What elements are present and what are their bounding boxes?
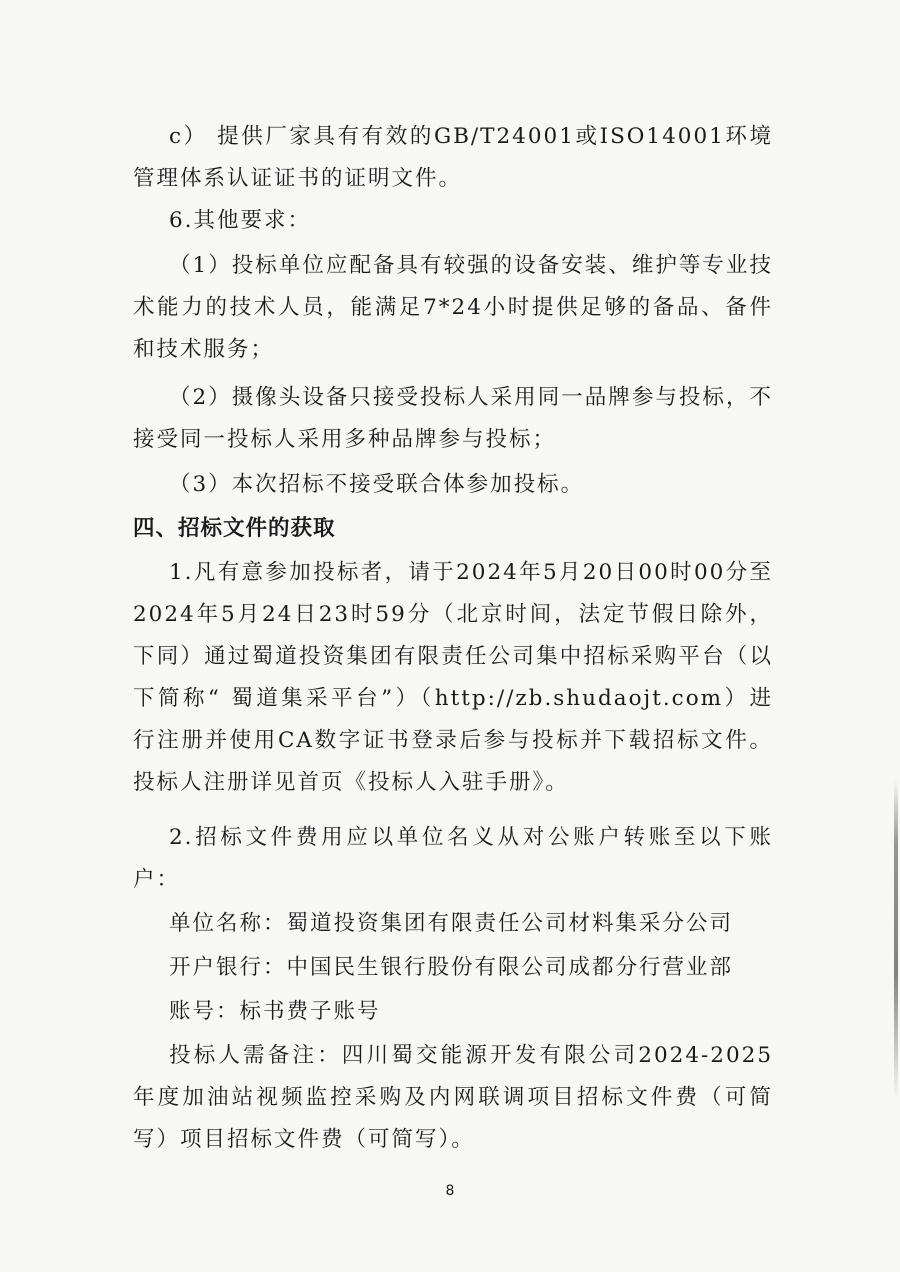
paragraph-account-number: 账号：标书费子账号 [169,999,381,1024]
paragraph-other-requirements: 6.其他要求： [169,208,312,233]
page-number: 8 [445,1183,455,1199]
section-heading: 四、招标文件的获取 [133,516,336,541]
scan-edge-mark [894,780,898,1100]
paragraph-requirement-1: （1）投标单位应配备具有较强的设备安装、维护等专业技术能力的技术人员，能满足7*24小时提供足够的备品、备件和技术服务； [133,253,773,362]
paragraph-bank: 开户银行：中国民生银行股份有限公司成都分行营业部 [169,955,734,980]
paragraph-certificate: c） 提供厂家具有有效的GB/T24001或ISO14001环境管理体系认证证书的证明文件。 [133,124,773,191]
paragraph-remark: 投标人需备注：四川蜀交能源开发有限公司2024-2025年度加油站视频监控采购及内网联调项目招标文件费（可简写）项目招标文件费（可简写）。 [133,1043,773,1152]
paragraph-account-name: 单位名称：蜀道投资集团有限责任公司材料集采分公司 [169,911,734,936]
paragraph-obtain-documents: 1.凡有意参加投标者，请于2024年5月20日00时00分至2024年5月24日23时59分（北京时间，法定节假日除外，下同）通过蜀道投资集团有限责任公司集中招标采购平台（以下简称“ 蜀道集采平台”）（http://zb.shudaojt.com）进行注册并使用CA数字证书登录后参与投标并下载招标文件。投标人注册详见首页《投标人入驻手册》。 [133,560,773,795]
paragraph-requirement-2: （2）摄像头设备只接受投标人采用同一品牌参与投标，不接受同一投标人采用多种品牌参与投标； [133,385,773,452]
paragraph-requirement-3: （3）本次招标不接受联合体参加投标。 [169,472,585,497]
paragraph-fee-transfer: 2.招标文件费用应以单位名义从对公账户转账至以下账户： [133,825,773,892]
